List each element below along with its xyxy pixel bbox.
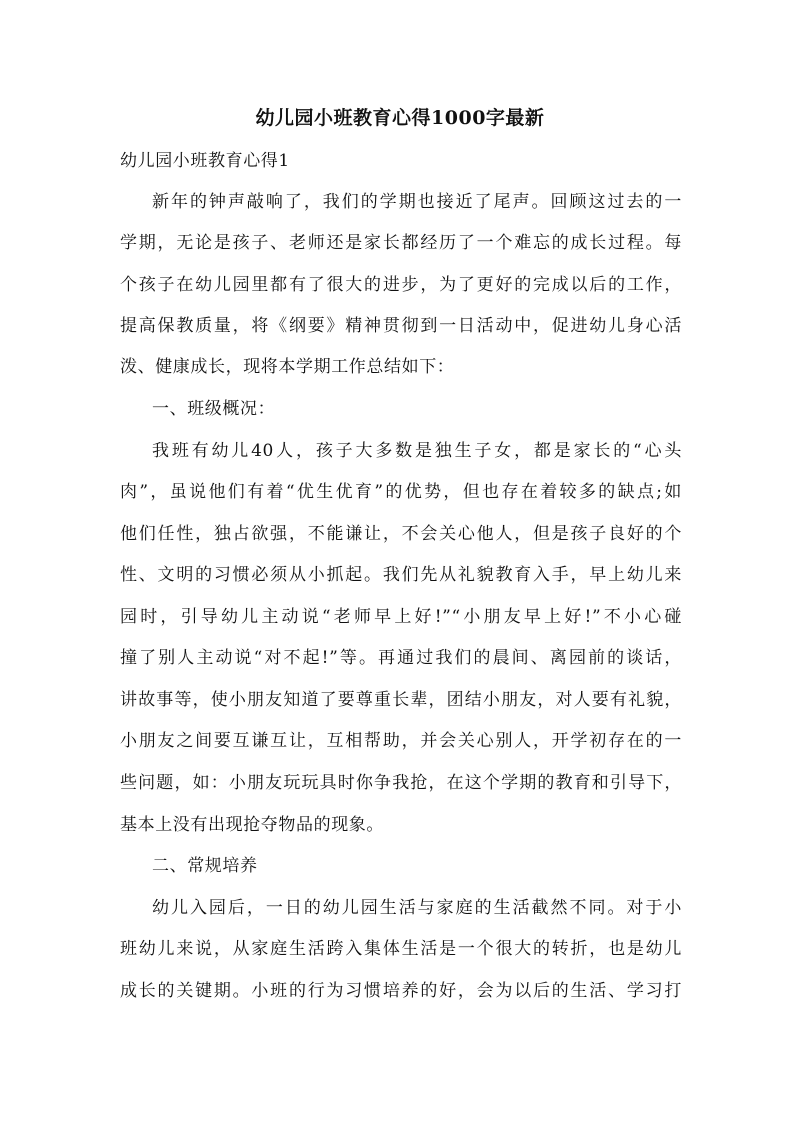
section-heading: 幼儿园小班教育心得1: [120, 151, 290, 171]
paragraph-line: 撞了别人主动说“对不起!”等。再通过我们的晨间、离园前的谈话，: [120, 648, 682, 668]
section-heading: 一、班级概况：: [152, 399, 276, 419]
paragraph-line: 个孩子在幼儿园里都有了很大的进步，为了更好的完成以后的工作，: [120, 275, 682, 295]
paragraph-line: 基本上没有出现抢夺物品的现象。: [120, 815, 384, 835]
paragraph-line: 小朋友之间要互谦互让，互相帮助，并会关心别人，开学初存在的一: [120, 731, 682, 751]
document-title: 幼儿园小班教育心得1000字最新: [255, 107, 545, 129]
section-heading: 二、常规培养: [152, 856, 258, 876]
paragraph-line: 他们任性，独占欲强，不能谦让，不会关心他人，但是孩子良好的个: [120, 524, 682, 544]
paragraph-line: 新年的钟声敲响了，我们的学期也接近了尾声。回顾这过去的一: [152, 192, 682, 212]
paragraph-line: 成长的关键期。小班的行为习惯培养的好，会为以后的生活、学习打: [120, 981, 682, 1001]
paragraph-line: 性、文明的习惯必须从小抓起。我们先从礼貌教育入手，早上幼儿来: [120, 565, 682, 585]
paragraph-line: 班幼儿来说，从家庭生活跨入集体生活是一个很大的转折，也是幼儿: [120, 939, 682, 959]
paragraph-line: 园时，引导幼儿主动说“老师早上好!”“小朋友早上好!”不小心碰: [120, 607, 682, 627]
paragraph-line: 提高保教质量，将《纲要》精神贯彻到一日活动中，促进幼儿身心活: [120, 316, 682, 336]
paragraph-line: 泼、健康成长，现将本学期工作总结如下：: [120, 357, 455, 377]
paragraph-line: 幼儿入园后，一日的幼儿园生活与家庭的生活截然不同。对于小: [152, 898, 682, 918]
paragraph-line: 学期，无论是孩子、老师还是家长都经历了一个难忘的成长过程。每: [120, 233, 682, 253]
paragraph-line: 讲故事等，使小朋友知道了要尊重长辈，团结小朋友，对人要有礼貌，: [120, 690, 682, 710]
paragraph-line: 些问题，如：小朋友玩玩具时你争我抢，在这个学期的教育和引导下，: [120, 773, 682, 793]
paragraph-line: 我班有幼儿40人，孩子大多数是独生子女，都是家长的“心头: [152, 441, 682, 461]
paragraph-line: 肉”，虽说他们有着“优生优育”的优势，但也存在着较多的缺点;如: [120, 482, 682, 502]
